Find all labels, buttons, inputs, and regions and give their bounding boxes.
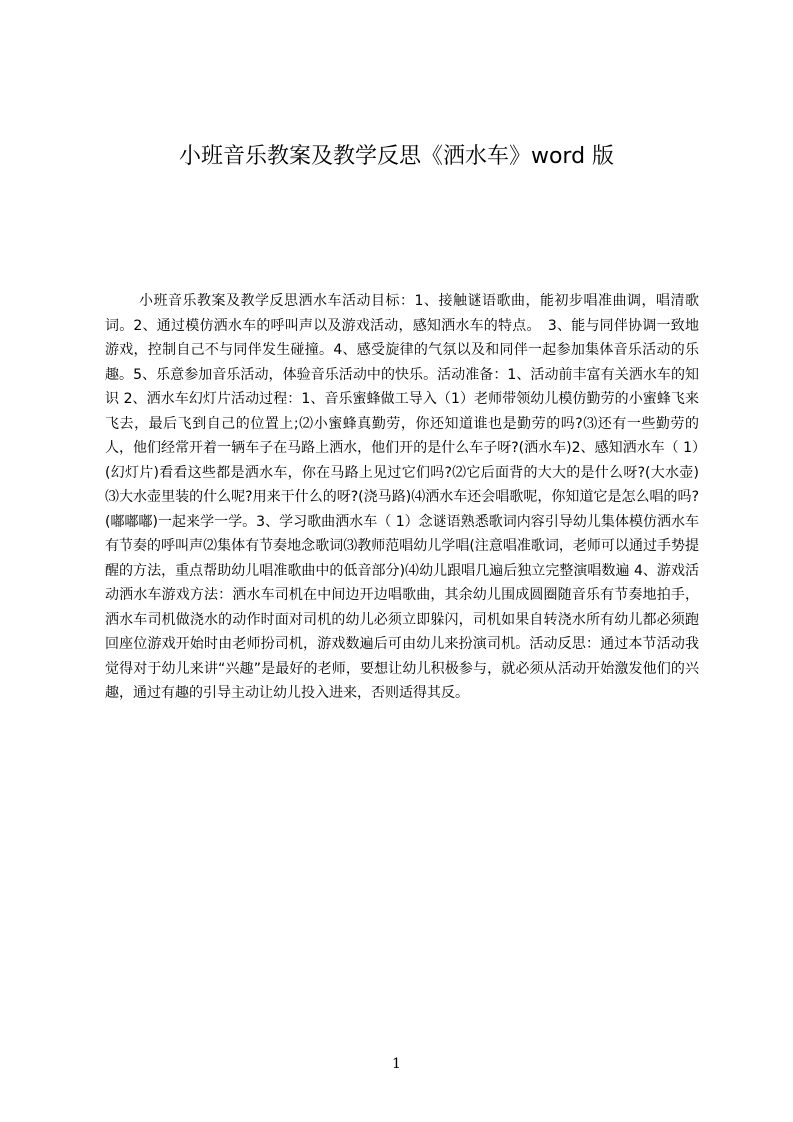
document-title: 小班音乐教案及教学反思《洒水车》word 版 xyxy=(178,144,615,169)
page-number: 1 xyxy=(392,1056,401,1072)
document-body-paragraph: 小班音乐教案及教学反思洒水车活动目标：1、接触谜语歌曲，能初步唱准曲调，唱清歌词。2、通过模仿洒水车的呼叫声以及游戏活动，感知洒水车的特点。 3、能与同伴协调一致地游戏，控制自己不与同伴发生碰撞。4、感受旋律的气氛以及和同伴一起参加集体音乐活动的乐趣。5、乐意参加音乐活动，体验音乐活动中的快乐。活动准备：1、活动前丰富有关洒水车的知识 2、洒水车幻灯片活动过程：1、音乐蜜蜂做工导入（1）老师带领幼儿模仿勤劳的小蜜蜂飞来飞去，最后飞到自己的位置上;⑵小蜜蜂真勤劳，你还知道谁也是勤劳的吗?⑶还有一些勤劳的人，他们经常开着一辆车子在马路上洒水，他们开的是什么车子呀?(洒水车)2、感知洒水车（ 1）(幻灯片)看看这些都是洒水车，你在马路上见过它们吗?⑵它后面背的大大的是什么呀?(大水壶)⑶大水壶里装的什么呢?用来干什么的呀?(浇马路)⑷洒水车还会唱歌呢，你知道它是怎么唱的吗?(嘟嘟嘟)一起来学一学。3、学习歌曲洒水车（ 1）念谜语熟悉歌词内容引导幼儿集体模仿洒水车有节奏的呼叫声⑵集体有节奏地念歌词⑶教师范唱幼儿学唱(注意唱准歌词，老师可以通过手势提醒的方法，重点帮助幼儿唱准歌曲中的低音部分)⑷幼儿跟唱几遍后独立完整演唱数遍 4、游戏活动洒水车游戏方法：洒水车司机在中间边开边唱歌曲，其余幼儿围成圆圈随音乐有节奏地拍手，洒水车司机做浇水的动作时面对司机的幼儿必须立即躲闪，司机如果自转浇水所有幼儿都必须跑回座位游戏开始时由老师扮司机，游戏数遍后可由幼儿来扮演司机。活动反思：通过本节活动我觉得对于幼儿来讲“兴趣”是最好的老师，要想让幼儿积极参与，就必须从活动开始激发他们的兴趣，通过有趣的引导主动让幼儿投入进来，否则适得其反。 xyxy=(105,293,699,701)
